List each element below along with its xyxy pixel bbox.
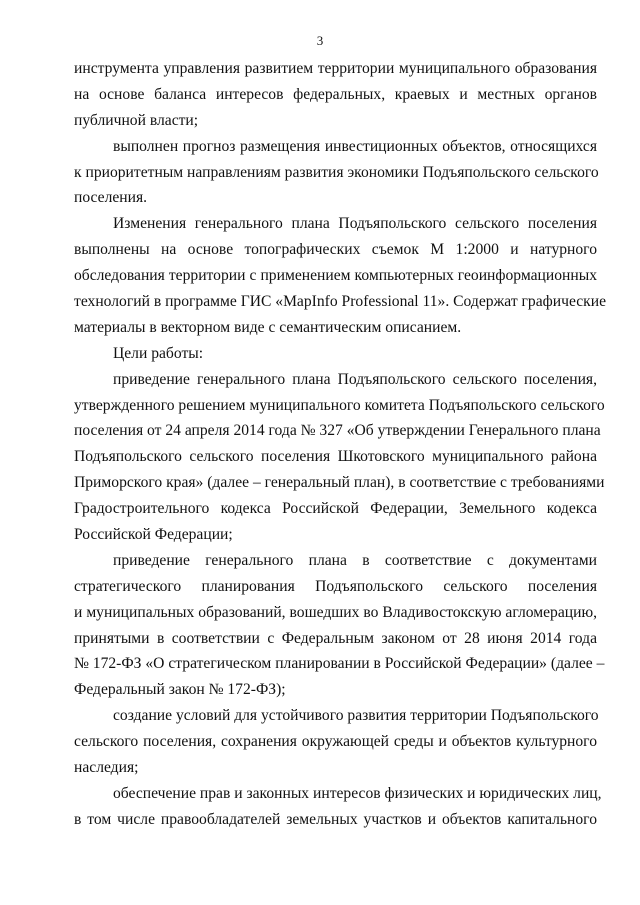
text-line: стратегического планирования Подъяпольского сельского поселения <box>74 577 597 595</box>
text-line: Федеральный закон № 172-ФЗ); <box>74 681 286 699</box>
text-line: утвержденного решением муниципального комитета Подъяпольского сельского <box>74 396 605 414</box>
text-line: инструмента управления развитием территории муниципального образования <box>74 60 597 77</box>
text-line: обеспечение прав и законных интересов физических и юридических лиц, <box>113 784 602 802</box>
text-line: и муниципальных образований, вошедших во Владивостокскую агломерацию, <box>74 603 597 621</box>
text-line: сельского поселения, сохранения окружающей среды и объектов культурного <box>74 733 597 751</box>
text-line: Градостроительного кодекса Российской Федерации, Земельного кодекса <box>74 500 597 518</box>
text-line: Изменения генерального плана Подъяпольского сельского поселения <box>113 215 597 233</box>
text-line: технологий в программе ГИС «MapInfo Professional 11». Содержат графические <box>74 293 607 311</box>
text-line: Российской Федерации; <box>74 526 233 544</box>
text-line: Приморского края» (далее – генеральный план), в соответствие с требованиями <box>74 474 605 492</box>
document-body <box>74 56 607 833</box>
text-line: выполнен прогноз размещения инвестиционных объектов, относящихся <box>113 137 597 155</box>
text-line: на основе баланса интересов федеральных, краевых и местных органов <box>74 85 597 103</box>
text-line: создание условий для устойчивого развития территории Подъяпольского <box>113 707 599 725</box>
text-line: Подъяпольского сельского поселения Шкотовского муниципального района <box>74 448 597 466</box>
text-line: № 172-ФЗ «О стратегическом планировании в Российской Федерации» (далее – <box>74 655 605 673</box>
text-line: к приоритетным направлениям развития экономики Подъяпольского сельского <box>74 163 599 181</box>
text-line: поселения. <box>74 189 148 207</box>
text-line: Цели работы: <box>113 344 204 362</box>
text-line: выполнены на основе топографических съемок М 1:2000 и натурного <box>74 241 597 259</box>
page-number: 3 <box>316 33 324 48</box>
text-line: обследования территории с применением компьютерных геоинформационных <box>74 267 597 285</box>
text-line: наследия; <box>74 759 139 777</box>
text-line: приведение генерального плана Подъяпольского сельского поселения, <box>113 370 597 388</box>
text-line: в том числе правообладателей земельных участков и объектов капитального <box>74 810 597 828</box>
text-line: публичной власти; <box>74 111 199 129</box>
text-line: принятыми в соответствии с Федеральным законом от 28 июня 2014 года <box>74 629 597 647</box>
text-line: материалы в векторном виде с семантическим описанием. <box>74 318 462 336</box>
text-line: приведение генерального плана в соответствие с документами <box>113 551 597 569</box>
text-line: поселения от 24 апреля 2014 года № 327 «Об утверждении Генерального плана <box>74 422 601 440</box>
